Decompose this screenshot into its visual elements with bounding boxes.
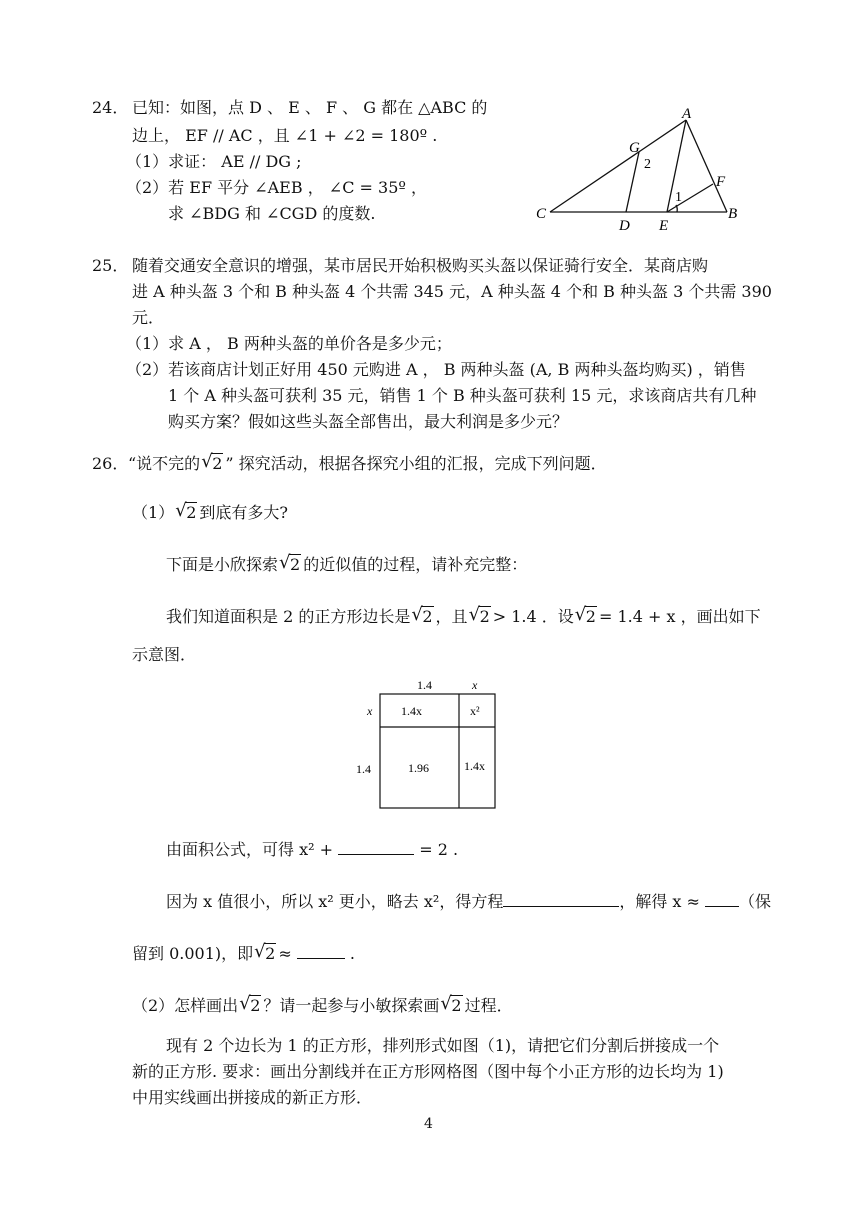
answer-blank-sqrt[interactable] [297, 944, 345, 959]
cell-1.4x-top: 1.4x [401, 704, 422, 718]
q26-part2-line3: 中用实线画出拼接成的新正方形． [132, 1088, 373, 1107]
q26-part2-heading: （2）怎样画出√ 2 ？请一起参与小敏探索画√ 2 过程． [132, 996, 513, 1016]
area-diagram [350, 676, 510, 812]
q24-part2: （2）若 EF 平分 ∠AEB ， ∠C = 35º ， [126, 178, 427, 197]
triangle-figure [530, 108, 760, 233]
q24-line-1: 已知：如图，点 D 、 E 、 F 、 G 都在 △ABC 的 [132, 98, 488, 117]
answer-blank-1[interactable] [338, 840, 414, 855]
q26-result-line: 留到 0.001)，即√ 2 ≈ . [132, 944, 355, 964]
q26-diagram-intro: 示意图． [132, 645, 197, 664]
q25-part2-line2: 1 个 A 种头盔可获利 35 元，销售 1 个 B 种头盔可获利 15 元，求该商店共有几种 [168, 386, 757, 405]
q26-part2-line1: 现有 2 个边长为 1 的正方形，排列形式如图（1)，请把它们分割后拼接成一个 [166, 1036, 720, 1055]
label-F: F [716, 174, 726, 190]
label-2: 2 [644, 157, 651, 172]
q24-line-2: 边上， EF // AC ，且 ∠1 + ∠2 = 180º . [132, 126, 438, 145]
top-label-1.4: 1.4 [417, 678, 432, 692]
page-number: 4 [424, 1116, 433, 1132]
label-B: B [728, 206, 738, 222]
cell-x-squared: x² [470, 704, 480, 718]
left-label-x: x [367, 704, 373, 718]
q26-part1-heading: （1）√ 2 到底有多大? [132, 503, 288, 523]
q26-intro: “说不完的√ 2 ” 探究活动，根据各探究小组的汇报，完成下列问题． [128, 454, 607, 474]
left-label-1.4: 1.4 [356, 762, 371, 776]
q26-approx-line: 因为 x 值很小，所以 x² 更小，略去 x²，得方程 ，解得 x ≈ （保 [166, 892, 772, 911]
cell-1.4x-right: 1.4x [464, 759, 485, 773]
q25-line-1: 随着交通安全意识的增强，某市居民开始积极购买头盔以保证骑行安全．某商店购 [132, 256, 709, 275]
cell-1.96: 1.96 [408, 761, 429, 775]
label-C: C [536, 206, 547, 222]
answer-blank-equation[interactable] [503, 892, 619, 907]
q24-part2-ask: 求 ∠BDG 和 ∠CGD 的度数. [168, 204, 376, 223]
sqrt2-symbol: √ 2 [202, 454, 223, 474]
q26-area-formula: 由面积公式，可得 x² + = 2 . [166, 840, 459, 859]
q24-number: 24． [92, 98, 129, 117]
q26-number: 26． [92, 454, 129, 473]
q26-explore-line: 下面是小欣探索√ 2 的近似值的过程，请补充完整： [166, 555, 527, 575]
q25-number: 25． [92, 256, 129, 275]
label-D: D [619, 218, 630, 233]
label-E: E [659, 218, 669, 233]
q25-part2-line3: 购买方案？假如这些头盔全部售出，最大利润是多少元？ [168, 412, 569, 431]
label-G: G [629, 140, 640, 156]
q25-part1: （1）求 A ， B 两种头盔的单价各是多少元； [126, 334, 452, 353]
q25-line-3: 元． [132, 308, 165, 327]
top-label-x: x [472, 678, 478, 692]
label-1: 1 [675, 190, 682, 205]
q25-part2: （2）若该商店计划正好用 450 元购进 A ， B 两种头盔 (A, B 两种头盔均购买) ，销售 [126, 360, 746, 379]
answer-blank-x[interactable] [705, 892, 739, 907]
q25-line-2: 进 A 种头盔 3 个和 B 种头盔 4 个共需 345 元，A 种头盔 4 个和 B 种头盔 3 个共需 390 [132, 282, 772, 301]
q26-setup-line: 我们知道面积是 2 的正方形边长是√ 2 ，且√ 2 > 1.4 ．设√ 2 = 1.4 + x ，画出如下 [166, 607, 761, 627]
q26-part2-line2: 新的正方形. 要求：画出分割线并在正方形网格图（图中每个小正方形的边长均为 1) [132, 1062, 724, 1081]
q24-part1: （1）求证： AE // DG ; [126, 152, 302, 171]
label-A: A [682, 108, 692, 122]
